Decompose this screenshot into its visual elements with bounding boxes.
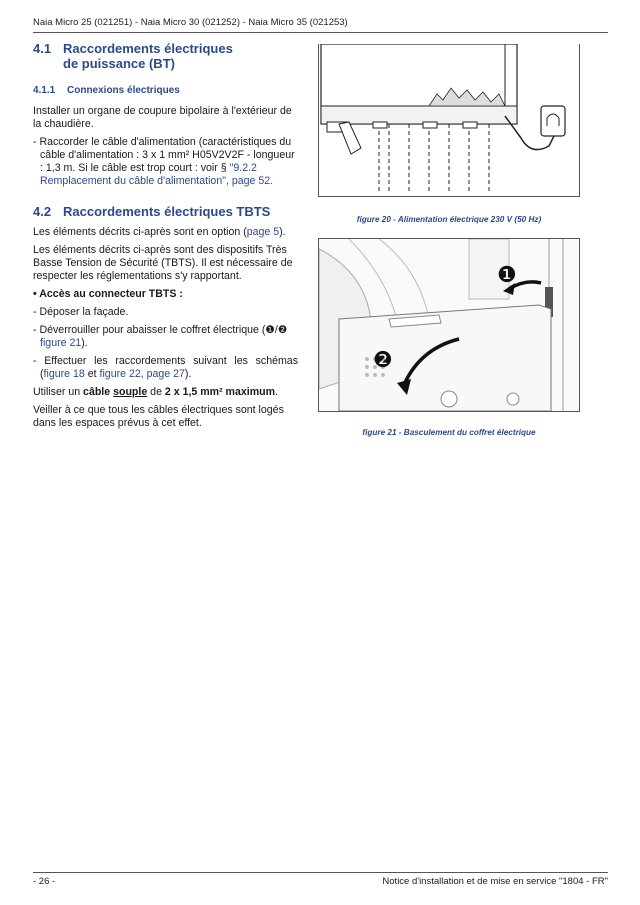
paragraph-coupure: Installer un organe de coupure bipolaire à l'extérieur de la chaudière. (33, 105, 292, 130)
boiler-bottom-drawing (319, 44, 579, 196)
section-number: 4.1 (33, 41, 52, 56)
figure-21-illustration (318, 238, 580, 412)
section-4-1-1-heading (33, 85, 298, 96)
right-column (318, 44, 580, 439)
paragraph-cable-text: - Raccorder le câble d'alimentation (caractéristiques du câble d'alimentation : 3 x 1 mm² H05V2V2F - longueur : 1,3 m. Si le câble est trop court : voir § (33, 136, 295, 174)
page-footer (33, 872, 608, 887)
link-page-5[interactable]: page 5 (246, 226, 280, 238)
paragraph-cable (33, 136, 298, 188)
link-figure-21[interactable]: figure 21 (40, 337, 82, 349)
paragraph-option (33, 226, 298, 239)
list-item-text: - Effectuer les raccordements suivant les schémas ( (33, 355, 298, 380)
link-section-9-2-2[interactable]: "9.2.2 Remplacement du câble d'alimentation", page 52. (40, 162, 274, 187)
page-header: Naia Micro 25 (021251) - Naia Micro 30 (021252) - Naia Micro 35 (021253) (33, 17, 608, 33)
section-title (63, 41, 233, 71)
figure-21-caption: figure 21 - Basculement du coffret électrique (362, 428, 536, 437)
electrical-box-drawing (319, 239, 579, 411)
list-item-facade: - Déposer la façade. (33, 306, 129, 318)
text-end: . (275, 386, 278, 398)
link-figure-22[interactable]: figure 22, page 27 (99, 368, 185, 380)
text-mid: de (147, 386, 165, 398)
list-item-end: ). (184, 368, 192, 380)
bullet-acces-connecteur: • Accès au connecteur TBTS : (33, 288, 183, 300)
step-1-marker: ❶ (497, 263, 517, 288)
list-item-deverrouiller (33, 324, 298, 350)
section-4-2-heading (33, 204, 298, 219)
figure-20-illustration (318, 44, 580, 197)
paragraph-option-text: Les éléments décrits ci-après sont en option ( (33, 226, 247, 238)
text-bold-underline: souple (113, 386, 148, 398)
section-number: 4.2 (33, 204, 52, 219)
list-item-raccordements (33, 355, 298, 381)
link-figure-18[interactable]: figure 18 (43, 368, 85, 380)
section-title-line2: de puissance (BT) (63, 56, 175, 71)
document-reference: Notice d'installation et de mise en service "1804 - FR" (382, 876, 608, 887)
subsection-number: 4.1.1 (33, 85, 56, 96)
list-item-text: - Déverrouiller pour abaisser le coffret électrique (❶/❷ (33, 324, 288, 336)
text-pre: Utiliser un (33, 386, 84, 398)
section-4-1-heading (33, 41, 298, 71)
section-title-line1: Raccordements électriques (63, 41, 233, 56)
paragraph-option-end: ). (279, 226, 286, 238)
section-title: Raccordements électriques TBTS (63, 204, 271, 219)
figure-20-caption: figure 20 - Alimentation électrique 230 V (50 Hz) (356, 215, 542, 224)
page-number: - 26 - (33, 876, 56, 887)
list-item-mid: et (84, 368, 100, 380)
paragraph-tbts: Les éléments décrits ci-après sont des dispositifs Très Basse Tension de Sécurité (TBTS). Il est nécessaire de respecter les réglementations s'y rapportant. (33, 244, 293, 282)
left-column (33, 41, 298, 430)
paragraph-cables-loges: Veiller à ce que tous les câbles électriques sont logés dans les espaces prévus à cet effet. (33, 404, 284, 429)
paragraph-cable-souple (33, 386, 298, 399)
text-bold-spec: 2 x 1,5 mm² maximum (164, 386, 276, 398)
text-bold: câble (83, 386, 114, 398)
step-2-marker: ❷ (373, 348, 393, 373)
subsection-title: Connexions électriques (67, 85, 180, 96)
list-item-end: ). (81, 337, 88, 349)
